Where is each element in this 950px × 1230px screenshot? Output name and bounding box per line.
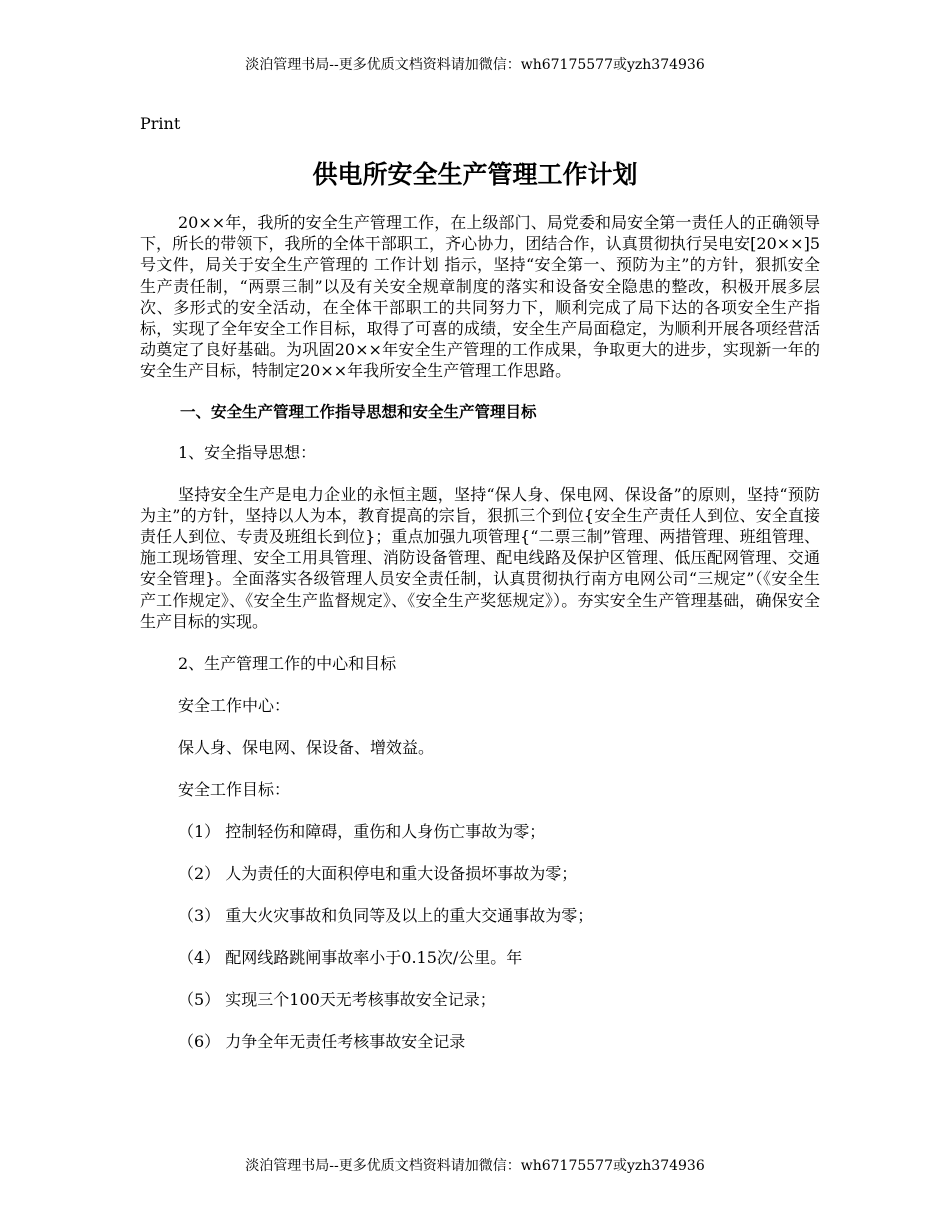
- section-heading: 一、安全生产管理工作指导思想和安全生产管理目标: [180, 402, 537, 421]
- goal-item: （6） 力争全年无责任考核事故安全记录: [178, 1032, 466, 1052]
- page-header: 淡泊管理书局--更多优质文档资料请加微信：wh67175577或yzh374936: [245, 57, 705, 73]
- guiding-paragraph: 坚持安全生产是电力企业的永恒主题，坚持“保人身、保电网、保设备”的原则，坚持“预防为主”的方针，坚持以人为本，教育提高的宗旨，狠抓三个到位{安全生产责任人到位、安全直接责任人到位、专责及班组长到位}；重点加强九项管理{“二票三制”管理、两措管理、班组管理、施工现场管理、安全工用具管理、消防设备管理、配电线路及保护区管理、低压配网管理、交通安全管理}。全面落实各级管理人员安全责任制，认真贯彻执行南方电网公司“三规定”（《安全生产工作规定》、《安全生产监督规定》、《安全生产奖惩规定》）。夯实安全生产管理基础，确保安全生产目标的实现。: [140, 484, 820, 631]
- subsection-title-center: 2、生产管理工作的中心和目标: [178, 654, 397, 674]
- goal-item: （2） 人为责任的大面积停电和重大设备损坏事故为零；: [178, 864, 578, 884]
- page-footer: 淡泊管理书局--更多优质文档资料请加微信：wh67175577或yzh374936: [245, 1158, 705, 1174]
- goal-item: （3） 重大火灾事故和负同等及以上的重大交通事故为零；: [178, 906, 594, 926]
- print-label: Print: [140, 114, 181, 133]
- goal-item: （4） 配网线路跳闸事故率小于0.15次/公里。年: [178, 948, 523, 968]
- intro-paragraph: 20××年，我所的安全生产管理工作，在上级部门、局党委和局安全第一责任人的正确领导下，所长的带领下，我所的全体干部职工，齐心协力，团结合作，认真贯彻执行吴电安[20××]5号文件，局关于安全生产管理的 工作计划 指示，坚持“安全第一、预防为主”的方针，狠抓安全生产责任制，“两票三制”以及有关安全规章制度的落实和设备安全隐患的整改，积极开展多层次、多形式的安全活动，在全体干部职工的共同努力下，顺利完成了局下达的各项安全生产指标，实现了全年安全工作目标，取得了可喜的成绩，安全生产局面稳定，为顺利开展各项经营活动奠定了良好基础。为巩固20××年安全生产管理的工作成果，争取更大的进步，实现新一年的安全生产目标，特制定20××年我所安全生产管理工作思路。: [140, 213, 820, 381]
- document-title: 供电所安全生产管理工作计划: [312, 160, 638, 189]
- goals-label: 安全工作目标：: [178, 780, 291, 800]
- subsection-title-guiding: 1、安全指导思想：: [178, 442, 317, 462]
- goal-item: （5） 实现三个100天无考核事故安全记录；: [178, 990, 496, 1010]
- center-label: 安全工作中心：: [178, 696, 291, 716]
- document-body: [140, 212, 820, 1052]
- goal-item: （1） 控制轻伤和障碍，重伤和人身伤亡事故为零；: [178, 822, 546, 842]
- center-text: 保人身、保电网、保设备、增效益。: [178, 738, 435, 758]
